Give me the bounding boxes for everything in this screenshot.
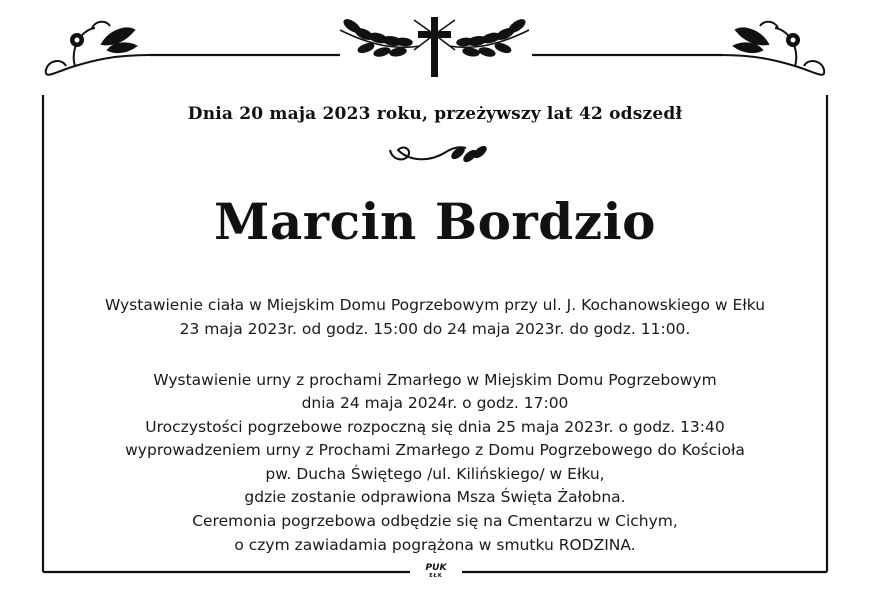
notice-line: dnia 24 maja 2024r. o godz. 17:00 [301,394,569,412]
notice-line: Wystawienie ciała w Miejskim Domu Pogrzebowym przy ul. J. Kochanowskiego w Ełku [104,296,766,314]
notice-line: o czym zawiadamia pogrążona w smutku RODZINA. [234,536,636,554]
logo-subtext: EŁK [429,573,443,579]
logo-text: PUK [425,563,447,573]
puk-logo [414,563,458,581]
notice-line: pw. Ducha Świętego /ul. Kilińskiego/ w Ełku, [265,465,605,483]
notice-line: Ceremonia pogrzebowa odbędzie się na Cmentarzu w Cichym, [192,512,678,530]
deceased-name: Marcin Bordzio [214,192,656,251]
notice-line: wyprowadzeniem urny z Prochami Zmarłego z Domu Pogrzebowego do Kościoła [125,441,745,459]
corner-flourish-left-icon [46,22,150,75]
cross-with-laurel-icon [340,17,529,77]
corner-flourish-right-icon [720,22,824,75]
notice-line: Uroczystości pogrzebowe rozpoczną się dnia 25 maja 2023r. o godz. 13:40 [145,418,725,436]
notice-line: gdzie zostanie odprawiona Msza Święta Żałobna. [244,488,626,506]
notice-line: 23 maja 2023r. od godz. 15:00 do 24 maja 2023r. do godz. 11:00. [179,320,691,338]
leaf-swirl-divider-icon [390,145,487,163]
notice-line: Wystawienie urny z prochami Zmarłego w Miejskim Domu Pogrzebowym [153,371,717,389]
notice-intro: Dnia 20 maja 2023 roku, przeżywszy lat 42 odszedł [187,104,683,124]
